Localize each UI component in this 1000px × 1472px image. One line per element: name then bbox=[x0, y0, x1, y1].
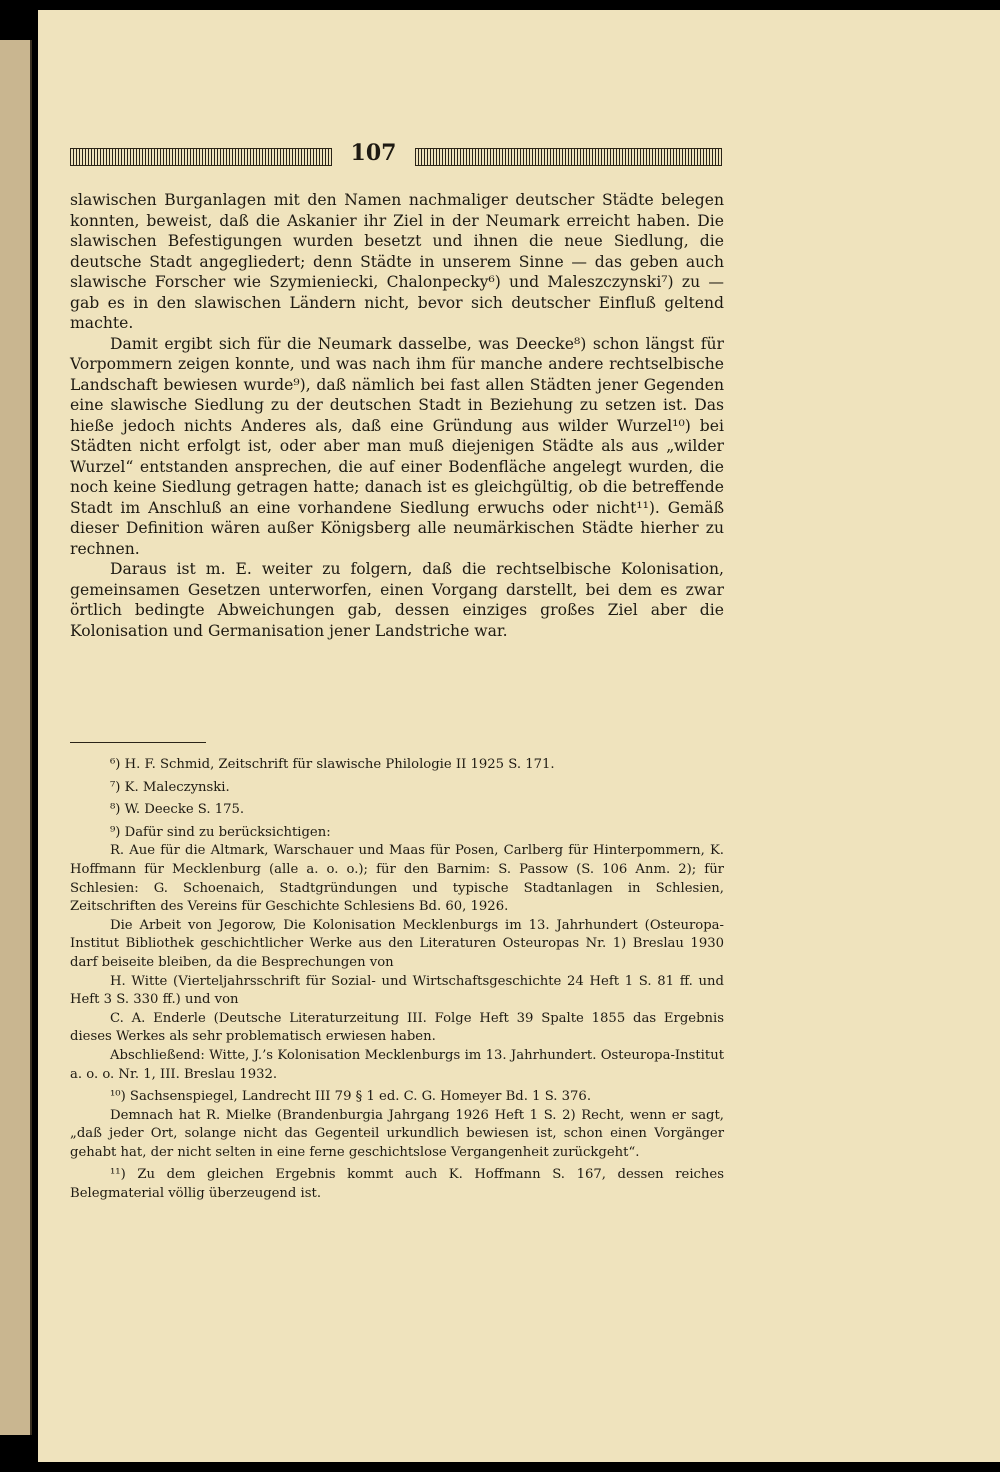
footnote-9-part-d: C. A. Enderle (Deutsche Literaturzeitung III. Folge Heft 39 Spalte 1855 das Ergebnis dieses Werkes als sehr problematisch erwiesen haben. bbox=[70, 1010, 724, 1045]
footnote-9-part-e: Abschließend: Witte, J.’s Kolonisation Mecklenburgs im 13. Jahrhundert. Osteuropa-Institut a. o. o. Nr. 1, III. Breslau 1932. bbox=[70, 1047, 724, 1082]
header-ornament-left bbox=[70, 148, 332, 166]
footnote-8: ⁸) W. Deecke S. 175. bbox=[110, 802, 245, 818]
page-header bbox=[70, 136, 722, 176]
footnote-separator bbox=[70, 742, 206, 743]
footnotes bbox=[70, 752, 724, 1204]
footnote-7: ⁷) K. Maleczynski. bbox=[110, 779, 230, 795]
page-number: 107 bbox=[350, 140, 397, 166]
header-ornament-right bbox=[415, 148, 722, 166]
footnote-9-part-a: R. Aue für die Altmark, Warschauer und Maas für Posen, Carlberg für Hinterpommern, K. Hoffmann für Mecklenburg (alle a. o. o.); für den Barnim: S. Passow (S. 106 Anm. 2); für Schlesien: G. Schoenaich, Stadtgründungen und typische Stadtanlagen in Schlesien, Zeitschriften des Vereins für Geschichte Schlesiens Bd. 60, 1926. bbox=[70, 843, 724, 915]
footnote-9-part-c: H. Witte (Vierteljahrsschrift für Sozial- und Wirtschaftsgeschichte 24 Heft 1 S. 81 ff. und Heft 3 S. 330 ff.) und von bbox=[70, 973, 724, 1008]
main-text bbox=[70, 190, 724, 641]
paragraph-3: Daraus ist m. E. weiter zu folgern, daß die rechtselbische Kolonisation, gemeinsamen Gesetzen unterworfen, einen Vorgang darstellt, bei dem es zwar örtlich bedingte Abweichungen gab, dessen einziges großes Ziel aber die Kolonisation und Germanisation jener Landstriche war. bbox=[70, 560, 724, 640]
footnote-6: ⁶) H. F. Schmid, Zeitschrift für slawische Philologie II 1925 S. 171. bbox=[110, 757, 555, 772]
paragraph-2: Damit ergibt sich für die Neumark dasselbe, was Deecke⁸) schon längst für Vorpommern zeigen konnte, und was nach ihm für manche andere rechtselbische Landschaft bewiesen wurde⁹), daß nämlich bei fast allen Städten jener Gegenden eine slawische Siedlung zu der deutschen Stadt in Beziehung zu setzen ist. Das hieße jedoch nichts Anderes als, daß eine Gründung aus wilder Wurzel¹⁰) bei Städten nicht erfolgt ist, oder aber man muß diejenigen Städte als aus „wilder Wurzel“ entstanden ansprechen, die auf einer Bodenfläche angelegt wurden, die noch keine Siedlung getragen hatte; danach ist es gleichgültig, ob die betreffende Stadt im Anschluß an eine vorhandene Siedlung erwuchs oder nicht¹¹). Gemäß dieser Definition wären außer Königsberg alle neumärkischen Städte hierher zu rechnen. bbox=[70, 334, 724, 558]
left-page-edge bbox=[0, 40, 32, 1435]
footnote-9-part-b: Die Arbeit von Jegorow, Die Kolonisation Mecklenburgs im 13. Jahrhundert (Osteuropa-Institut Bibliothek geschichtlicher Werke aus den Literaturen Osteuropas Nr. 1) Breslau 1930 darf beiseite bleiben, da die Besprechungen von bbox=[70, 917, 724, 970]
footnote-9: ⁹) Dafür sind zu berücksichtigen: bbox=[110, 824, 331, 840]
paragraph-1: slawischen Burganlagen mit den Namen nachmaliger deutscher Städte belegen konnten, beweist, daß die Askanier ihr Ziel in der Neumark erreicht haben. Die slawischen Befestigungen wurden besetzt und ihnen die neue Siedlung, die deutsche Stadt angegliedert; denn Städte in unserem Sinne — das geben auch slawische Forscher wie Szymieniecki, Chalonpecky⁶) und Maleszczynski⁷) zu — gab es in den slawischen Ländern nicht, bevor sich deutscher Einfluß geltend machte. bbox=[70, 191, 724, 332]
footnote-10: ¹⁰) Sachsenspiegel, Landrecht III 79 § 1 ed. C. G. Homeyer Bd. 1 S. 376. bbox=[110, 1089, 592, 1105]
footnote-11: ¹¹) Zu dem gleichen Ergebnis kommt auch K. Hoffmann S. 167, dessen reiches Belegmaterial völlig überzeugend ist. bbox=[70, 1167, 724, 1202]
footnote-10-part-a: Demnach hat R. Mielke (Brandenburgia Jahrgang 1926 Heft 1 S. 2) Recht, wenn er sagt, „daß jeder Ort, solange nicht das Gegenteil urkundlich bewiesen ist, schon einen Vorgänger gehabt hat, der nicht selten in eine ferne geschichtslose Vergangenheit zurückgeht“. bbox=[70, 1107, 724, 1160]
